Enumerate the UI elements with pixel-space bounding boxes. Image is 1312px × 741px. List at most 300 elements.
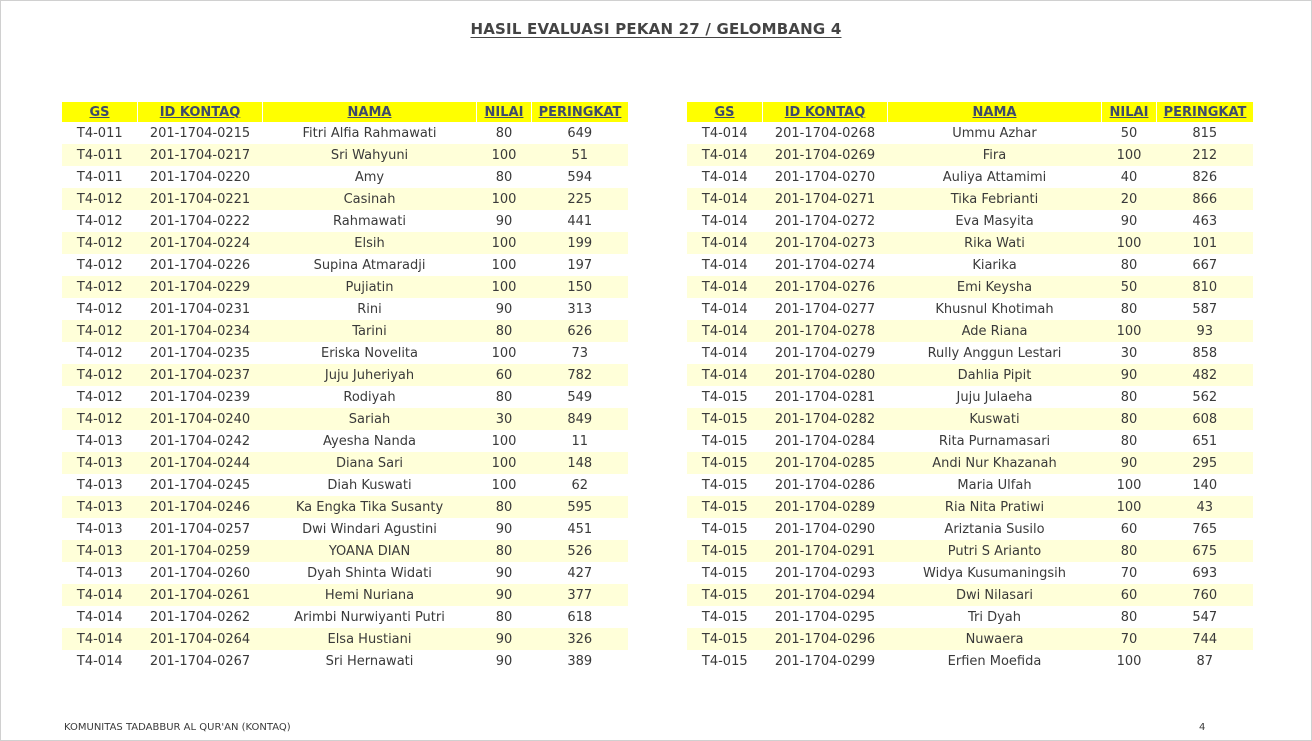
- id-kontaq-cell: 201-1704-0296: [763, 628, 888, 650]
- table-row: [687, 562, 1253, 584]
- table-row: [687, 650, 1253, 672]
- gs-cell: T4-015: [687, 584, 763, 606]
- table-row: [62, 276, 628, 298]
- table-row: [687, 628, 1253, 650]
- gs-cell: T4-013: [76, 477, 123, 493]
- nama-cell: Amy: [354, 169, 385, 185]
- page-title-text: HASIL EVALUASI PEKAN 27 / GELOMBANG 4: [470, 20, 842, 38]
- nilai-cell: 60: [1120, 521, 1138, 537]
- peringkat-cell: 618: [567, 609, 593, 625]
- gs-cell: T4-015: [687, 496, 763, 518]
- nama-cell: Eva Masyita: [955, 213, 1034, 229]
- nilai-cell: 100: [1102, 496, 1157, 518]
- id-kontaq-cell: 201-1704-0246: [138, 496, 263, 518]
- table-row: [62, 584, 628, 606]
- table-row: [62, 232, 628, 254]
- nilai-cell: 100: [477, 144, 532, 166]
- table-row: [687, 584, 1253, 606]
- nama-cell: Ade Riana: [888, 320, 1102, 342]
- id-kontaq-cell: 201-1704-0268: [774, 125, 876, 141]
- gs-cell: T4-014: [701, 301, 748, 317]
- gs-cell: T4-015: [687, 452, 763, 474]
- nilai-cell: 70: [1102, 628, 1157, 650]
- nilai-cell: 80: [495, 169, 513, 185]
- id-kontaq-cell: 201-1704-0285: [763, 452, 888, 474]
- nilai-cell: 80: [1120, 301, 1138, 317]
- nama-cell: Rita Purnamasari: [938, 433, 1051, 449]
- nilai-cell: 90: [1120, 213, 1138, 229]
- nilai-cell: 100: [1116, 477, 1142, 493]
- id-kontaq-cell: 201-1704-0220: [149, 169, 251, 185]
- nilai-cell: 100: [477, 452, 532, 474]
- peringkat-cell: 389: [567, 653, 593, 669]
- id-kontaq-cell: 201-1704-0286: [774, 477, 876, 493]
- peringkat-cell: 51: [532, 144, 629, 166]
- gs-cell: T4-014: [76, 609, 123, 625]
- table-row: [687, 342, 1253, 364]
- table-row: [62, 254, 628, 276]
- column-header-gs: GS: [687, 102, 763, 122]
- id-kontaq-cell: 201-1704-0264: [138, 628, 263, 650]
- nama-cell: Rully Anggun Lestari: [927, 345, 1062, 361]
- id-kontaq-cell: 201-1704-0291: [763, 540, 888, 562]
- nama-cell: Kuswati: [888, 408, 1102, 430]
- nama-cell: Rini: [357, 301, 382, 317]
- id-kontaq-cell: 201-1704-0277: [774, 301, 876, 317]
- results-table-left: [62, 102, 628, 672]
- gs-cell: T4-015: [701, 433, 748, 449]
- nilai-cell: 80: [495, 125, 513, 141]
- nilai-cell: 80: [477, 320, 532, 342]
- nama-cell: Nuwaera: [888, 628, 1102, 650]
- id-kontaq-cell: 201-1704-0273: [763, 232, 888, 254]
- id-kontaq-cell: 201-1704-0229: [138, 276, 263, 298]
- nama-cell: Dwi Windari Agustini: [302, 521, 437, 537]
- table-row: [687, 298, 1253, 320]
- peringkat-cell: 587: [1192, 301, 1218, 317]
- nama-cell: Supina Atmaradji: [313, 257, 426, 273]
- id-kontaq-cell: 201-1704-0280: [763, 364, 888, 386]
- nilai-cell: 80: [495, 609, 513, 625]
- gs-cell: T4-012: [62, 188, 138, 210]
- nilai-cell: 100: [477, 188, 532, 210]
- nilai-cell: 90: [495, 565, 513, 581]
- results-table-right: [687, 102, 1253, 672]
- gs-cell: T4-011: [76, 125, 123, 141]
- table-row: [687, 122, 1253, 144]
- id-kontaq-cell: 201-1704-0290: [774, 521, 876, 537]
- column-header-id-kontaq: ID KONTAQ: [138, 102, 263, 122]
- nama-cell: Elsih: [263, 232, 477, 254]
- peringkat-cell: 441: [567, 213, 593, 229]
- nilai-cell: 80: [495, 389, 513, 405]
- peringkat-cell: 295: [1157, 452, 1254, 474]
- gs-cell: T4-014: [62, 628, 138, 650]
- id-kontaq-cell: 201-1704-0237: [138, 364, 263, 386]
- nilai-cell: 90: [495, 521, 513, 537]
- id-kontaq-cell: 201-1704-0274: [774, 257, 876, 273]
- id-kontaq-cell: 201-1704-0270: [774, 169, 876, 185]
- peringkat-cell: 594: [567, 169, 593, 185]
- nama-cell: Eriska Novelita: [321, 345, 418, 361]
- peringkat-cell: 11: [571, 433, 589, 449]
- table-row: [62, 320, 628, 342]
- column-header-nilai: NILAI: [1102, 102, 1157, 122]
- gs-cell: T4-014: [701, 125, 748, 141]
- id-kontaq-cell: 201-1704-0278: [763, 320, 888, 342]
- nilai-cell: 100: [491, 477, 517, 493]
- peringkat-cell: 377: [532, 584, 629, 606]
- table-row: [687, 144, 1253, 166]
- table-row: [62, 364, 628, 386]
- id-kontaq-cell: 201-1704-0276: [763, 276, 888, 298]
- gs-cell: T4-013: [76, 565, 123, 581]
- nilai-cell: 50: [1102, 276, 1157, 298]
- nama-cell: Khusnul Khotimah: [935, 301, 1054, 317]
- table-row: [687, 254, 1253, 276]
- nilai-cell: 100: [1116, 653, 1142, 669]
- id-kontaq-cell: 201-1704-0217: [138, 144, 263, 166]
- gs-cell: T4-011: [62, 144, 138, 166]
- peringkat-cell: 463: [1192, 213, 1218, 229]
- id-kontaq-cell: 201-1704-0289: [763, 496, 888, 518]
- table-row: [687, 166, 1253, 188]
- nilai-cell: 90: [477, 628, 532, 650]
- nilai-cell: 70: [1120, 565, 1138, 581]
- table-row: [687, 540, 1253, 562]
- nama-cell: Rahmawati: [333, 213, 406, 229]
- table-row: [687, 496, 1253, 518]
- table-row: [687, 474, 1253, 496]
- table-row: [62, 518, 628, 540]
- nama-cell: Sariah: [263, 408, 477, 430]
- table-row: [687, 386, 1253, 408]
- id-kontaq-cell: 201-1704-0234: [138, 320, 263, 342]
- peringkat-cell: 482: [1157, 364, 1254, 386]
- gs-cell: T4-014: [701, 213, 748, 229]
- gs-cell: T4-012: [62, 232, 138, 254]
- id-kontaq-cell: 201-1704-0279: [774, 345, 876, 361]
- nama-cell: Kiarika: [972, 257, 1017, 273]
- nilai-cell: 100: [477, 276, 532, 298]
- id-kontaq-cell: 201-1704-0299: [774, 653, 876, 669]
- table-row: [62, 562, 628, 584]
- id-kontaq-cell: 201-1704-0271: [763, 188, 888, 210]
- peringkat-cell: 667: [1192, 257, 1218, 273]
- peringkat-cell: 765: [1192, 521, 1218, 537]
- nama-cell: Diana Sari: [263, 452, 477, 474]
- id-kontaq-cell: 201-1704-0231: [149, 301, 251, 317]
- table-row: [687, 276, 1253, 298]
- page-number: 4: [1199, 722, 1206, 733]
- peringkat-cell: 140: [1192, 477, 1218, 493]
- nilai-cell: 100: [491, 257, 517, 273]
- gs-cell: T4-012: [62, 320, 138, 342]
- peringkat-cell: 608: [1157, 408, 1254, 430]
- peringkat-cell: 93: [1157, 320, 1254, 342]
- table-body: [62, 122, 628, 672]
- id-kontaq-cell: 201-1704-0240: [138, 408, 263, 430]
- nama-cell: Elsa Hustiani: [263, 628, 477, 650]
- peringkat-cell: 526: [532, 540, 629, 562]
- id-kontaq-cell: 201-1704-0284: [774, 433, 876, 449]
- peringkat-cell: 547: [1192, 609, 1218, 625]
- table-row: [62, 342, 628, 364]
- gs-cell: T4-015: [701, 565, 748, 581]
- nilai-cell: 90: [1102, 364, 1157, 386]
- nilai-cell: 80: [477, 496, 532, 518]
- table-row: [687, 188, 1253, 210]
- gs-cell: T4-014: [687, 232, 763, 254]
- id-kontaq-cell: 201-1704-0272: [774, 213, 876, 229]
- id-kontaq-cell: 201-1704-0267: [149, 653, 251, 669]
- column-header-gs: GS: [62, 102, 138, 122]
- gs-cell: T4-015: [701, 609, 748, 625]
- nama-cell: Ka Engka Tika Susanty: [263, 496, 477, 518]
- id-kontaq-cell: 201-1704-0224: [138, 232, 263, 254]
- nilai-cell: 80: [1102, 540, 1157, 562]
- gs-cell: T4-014: [687, 144, 763, 166]
- gs-cell: T4-013: [76, 521, 123, 537]
- column-header-peringkat: PERINGKAT: [532, 102, 629, 122]
- table-row: [62, 298, 628, 320]
- id-kontaq-cell: 201-1704-0257: [149, 521, 251, 537]
- id-kontaq-cell: 201-1704-0269: [763, 144, 888, 166]
- peringkat-cell: 199: [532, 232, 629, 254]
- gs-cell: T4-015: [701, 477, 748, 493]
- nama-cell: Tika Febrianti: [888, 188, 1102, 210]
- gs-cell: T4-014: [701, 169, 748, 185]
- id-kontaq-cell: 201-1704-0261: [138, 584, 263, 606]
- peringkat-cell: 101: [1157, 232, 1254, 254]
- nilai-cell: 90: [477, 584, 532, 606]
- gs-cell: T4-014: [76, 653, 123, 669]
- column-header-id-kontaq: ID KONTAQ: [763, 102, 888, 122]
- gs-cell: T4-015: [687, 540, 763, 562]
- nilai-cell: 80: [477, 540, 532, 562]
- table-row: [62, 496, 628, 518]
- peringkat-cell: 43: [1157, 496, 1254, 518]
- peringkat-cell: 326: [532, 628, 629, 650]
- nilai-cell: 100: [491, 433, 517, 449]
- id-kontaq-cell: 201-1704-0242: [149, 433, 251, 449]
- gs-cell: T4-014: [687, 320, 763, 342]
- table-row: [62, 144, 628, 166]
- table-row: [62, 166, 628, 188]
- id-kontaq-cell: 201-1704-0281: [774, 389, 876, 405]
- table-header-row: [62, 102, 628, 122]
- column-header-nama: NAMA: [263, 102, 477, 122]
- nilai-cell: 60: [1102, 584, 1157, 606]
- peringkat-cell: 148: [532, 452, 629, 474]
- column-header-peringkat: PERINGKAT: [1157, 102, 1254, 122]
- peringkat-cell: 87: [1196, 653, 1214, 669]
- nilai-cell: 90: [495, 653, 513, 669]
- id-kontaq-cell: 201-1704-0245: [149, 477, 251, 493]
- gs-cell: T4-013: [62, 452, 138, 474]
- id-kontaq-cell: 201-1704-0226: [149, 257, 251, 273]
- nilai-cell: 100: [491, 345, 517, 361]
- peringkat-cell: 866: [1157, 188, 1254, 210]
- id-kontaq-cell: 201-1704-0262: [149, 609, 251, 625]
- nilai-cell: 60: [477, 364, 532, 386]
- gs-cell: T4-015: [701, 521, 748, 537]
- gs-cell: T4-014: [687, 276, 763, 298]
- nama-cell: Sri Hernawati: [325, 653, 414, 669]
- id-kontaq-cell: 201-1704-0260: [149, 565, 251, 581]
- peringkat-cell: 858: [1192, 345, 1218, 361]
- table-row: [62, 650, 628, 672]
- gs-cell: T4-012: [76, 213, 123, 229]
- gs-cell: T4-013: [62, 496, 138, 518]
- nama-cell: Widya Kusumaningsih: [923, 565, 1066, 581]
- nilai-cell: 80: [1102, 408, 1157, 430]
- nama-cell: Dahlia Pipit: [888, 364, 1102, 386]
- id-kontaq-cell: 201-1704-0295: [774, 609, 876, 625]
- peringkat-cell: 595: [532, 496, 629, 518]
- nilai-cell: 100: [477, 232, 532, 254]
- nama-cell: Emi Keysha: [888, 276, 1102, 298]
- id-kontaq-cell: 201-1704-0282: [763, 408, 888, 430]
- gs-cell: T4-013: [62, 540, 138, 562]
- peringkat-cell: 212: [1157, 144, 1254, 166]
- gs-cell: T4-012: [62, 364, 138, 386]
- gs-cell: T4-014: [687, 188, 763, 210]
- gs-cell: T4-015: [687, 408, 763, 430]
- table-row: [62, 628, 628, 650]
- table-row: [62, 452, 628, 474]
- nama-cell: Dyah Shinta Widati: [307, 565, 432, 581]
- nama-cell: Rika Wati: [888, 232, 1102, 254]
- id-kontaq-cell: 201-1704-0239: [149, 389, 251, 405]
- id-kontaq-cell: 201-1704-0222: [149, 213, 251, 229]
- nama-cell: Fira: [888, 144, 1102, 166]
- gs-cell: T4-012: [76, 389, 123, 405]
- peringkat-cell: 651: [1192, 433, 1218, 449]
- peringkat-cell: 73: [571, 345, 589, 361]
- table-row: [62, 606, 628, 628]
- nilai-cell: 100: [1102, 144, 1157, 166]
- nama-cell: Pujiatin: [263, 276, 477, 298]
- nama-cell: Arimbi Nurwiyanti Putri: [294, 609, 445, 625]
- table-row: [687, 408, 1253, 430]
- nilai-cell: 100: [1102, 232, 1157, 254]
- table-row: [62, 408, 628, 430]
- peringkat-cell: 649: [567, 125, 593, 141]
- nama-cell: Tarini: [263, 320, 477, 342]
- nama-cell: Dwi Nilasari: [888, 584, 1102, 606]
- peringkat-cell: 826: [1192, 169, 1218, 185]
- id-kontaq-cell: 201-1704-0235: [149, 345, 251, 361]
- table-row: [687, 452, 1253, 474]
- nama-cell: Maria Ulfah: [957, 477, 1032, 493]
- nilai-cell: 100: [1102, 320, 1157, 342]
- gs-cell: T4-014: [687, 364, 763, 386]
- gs-cell: T4-014: [62, 584, 138, 606]
- nilai-cell: 30: [477, 408, 532, 430]
- nama-cell: Rodiyah: [343, 389, 396, 405]
- nama-cell: Juju Julaeha: [956, 389, 1033, 405]
- id-kontaq-cell: 201-1704-0259: [138, 540, 263, 562]
- nama-cell: Andi Nur Khazanah: [888, 452, 1102, 474]
- gs-cell: T4-012: [62, 408, 138, 430]
- gs-cell: T4-015: [701, 389, 748, 405]
- nilai-cell: 20: [1102, 188, 1157, 210]
- nama-cell: Ariztania Susilo: [944, 521, 1045, 537]
- gs-cell: T4-012: [62, 276, 138, 298]
- gs-cell: T4-015: [701, 653, 748, 669]
- table-row: [62, 210, 628, 232]
- nama-cell: Sri Wahyuni: [263, 144, 477, 166]
- peringkat-cell: 626: [532, 320, 629, 342]
- nama-cell: Auliya Attamimi: [942, 169, 1047, 185]
- id-kontaq-cell: 201-1704-0221: [138, 188, 263, 210]
- column-header-nilai: NILAI: [477, 102, 532, 122]
- table-row: [687, 320, 1253, 342]
- peringkat-cell: 62: [571, 477, 589, 493]
- nilai-cell: 30: [1120, 345, 1138, 361]
- peringkat-cell: 815: [1192, 125, 1218, 141]
- nama-cell: Diah Kuswati: [327, 477, 412, 493]
- table-row: [62, 540, 628, 562]
- peringkat-cell: 760: [1157, 584, 1254, 606]
- peringkat-cell: 849: [532, 408, 629, 430]
- table-row: [62, 188, 628, 210]
- gs-cell: T4-013: [76, 433, 123, 449]
- peringkat-cell: 675: [1157, 540, 1254, 562]
- nilai-cell: 50: [1120, 125, 1138, 141]
- nama-cell: Hemi Nuriana: [263, 584, 477, 606]
- gs-cell: T4-015: [687, 628, 763, 650]
- nama-cell: YOANA DIAN: [263, 540, 477, 562]
- peringkat-cell: 313: [567, 301, 593, 317]
- gs-cell: T4-011: [76, 169, 123, 185]
- table-row: [687, 518, 1253, 540]
- id-kontaq-cell: 201-1704-0215: [149, 125, 251, 141]
- gs-cell: T4-012: [76, 345, 123, 361]
- peringkat-cell: 197: [567, 257, 593, 273]
- gs-cell: T4-014: [701, 257, 748, 273]
- peringkat-cell: 782: [532, 364, 629, 386]
- nilai-cell: 80: [1120, 389, 1138, 405]
- nilai-cell: 90: [1102, 452, 1157, 474]
- nama-cell: Tri Dyah: [967, 609, 1022, 625]
- nama-cell: Casinah: [263, 188, 477, 210]
- page-title: [0, 20, 1312, 38]
- table-body: [687, 122, 1253, 672]
- nama-cell: Juju Juheriyah: [263, 364, 477, 386]
- table-row: [687, 364, 1253, 386]
- footer-text: KOMUNITAS TADABBUR AL QUR'AN (KONTAQ): [64, 722, 291, 733]
- peringkat-cell: 549: [567, 389, 593, 405]
- peringkat-cell: 693: [1192, 565, 1218, 581]
- nama-cell: Ayesha Nanda: [323, 433, 416, 449]
- peringkat-cell: 810: [1157, 276, 1254, 298]
- nama-cell: Ria Nita Pratiwi: [888, 496, 1102, 518]
- table-row: [687, 430, 1253, 452]
- table-row: [687, 606, 1253, 628]
- peringkat-cell: 427: [567, 565, 593, 581]
- table-row: [687, 232, 1253, 254]
- gs-cell: T4-014: [701, 345, 748, 361]
- table-row: [62, 430, 628, 452]
- nilai-cell: 90: [495, 213, 513, 229]
- table-row: [687, 210, 1253, 232]
- table-header-row: [687, 102, 1253, 122]
- nama-cell: Fitri Alfia Rahmawati: [302, 125, 437, 141]
- table-row: [62, 122, 628, 144]
- gs-cell: T4-012: [76, 301, 123, 317]
